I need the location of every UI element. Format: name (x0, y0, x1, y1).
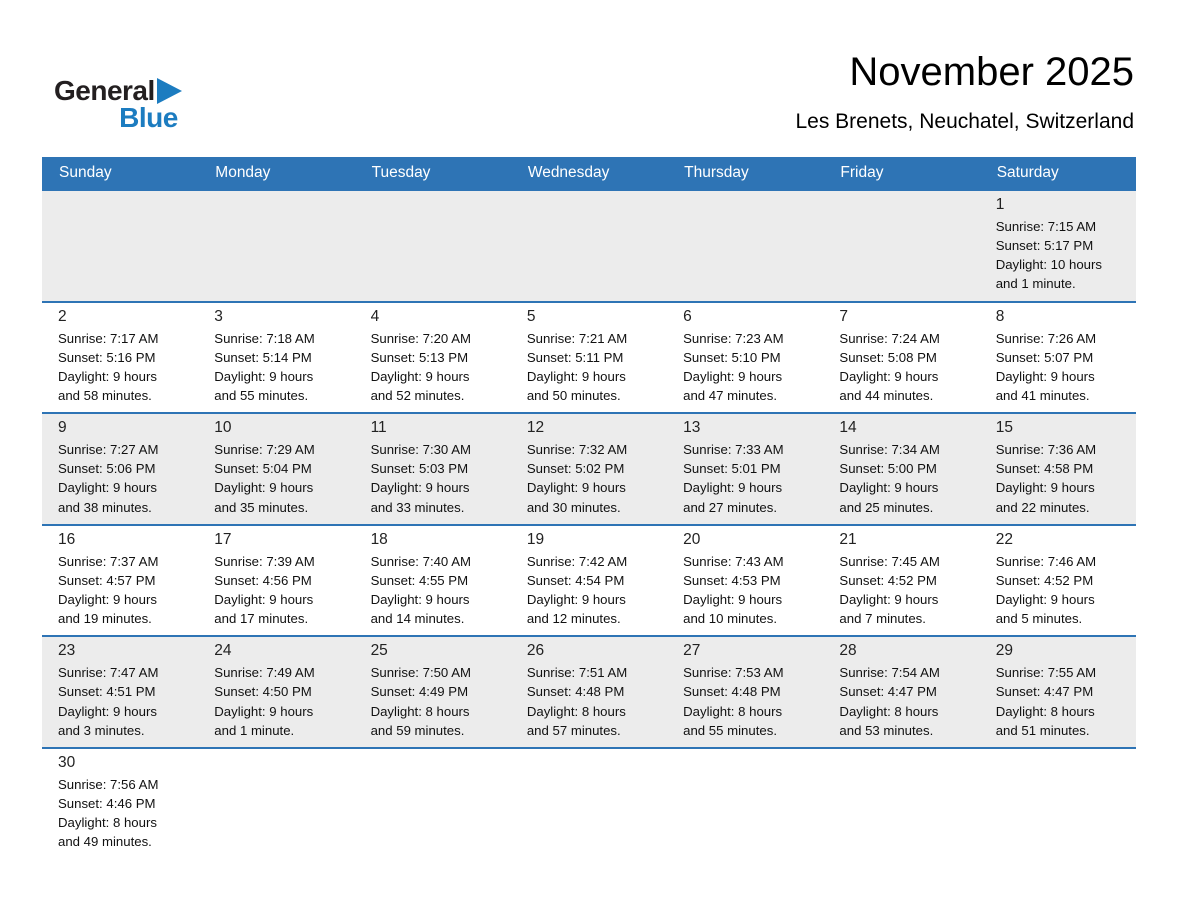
day-cell-13 (667, 414, 823, 524)
day-number: 27 (683, 642, 701, 660)
sun-info-line: Sunset: 5:08 PM (839, 349, 937, 365)
sun-info-line: Sunrise: 7:54 AM (839, 665, 940, 681)
day-cell-19 (511, 526, 667, 636)
sun-info-line: Sunset: 4:48 PM (526, 684, 625, 700)
sun-info-line: Sunset: 4:47 PM (839, 684, 937, 700)
sun-info-line: Sunrise: 7:42 AM (526, 553, 628, 569)
sun-info-line: and 19 minutes. (58, 611, 152, 627)
day-cell-25 (355, 637, 511, 747)
sun-info-line: and 41 minutes. (995, 387, 1090, 403)
sun-info-line: Sunset: 4:52 PM (839, 572, 937, 588)
week-row (42, 747, 1136, 859)
week-row (42, 412, 1136, 524)
sun-info-line: Sunrise: 7:45 AM (839, 553, 940, 569)
weekday-monday: Monday (215, 164, 271, 181)
empty-cell (823, 749, 979, 859)
sun-info-line: and 1 minute. (214, 722, 295, 738)
sun-info-line: and 12 minutes. (526, 611, 621, 627)
sun-info-line: Daylight: 9 hours (683, 480, 783, 496)
day-number: 16 (58, 530, 76, 548)
empty-cell (198, 749, 354, 859)
sun-info-line: Daylight: 8 hours (995, 703, 1095, 719)
day-number: 29 (995, 642, 1013, 660)
sun-info-line: and 52 minutes. (370, 387, 465, 403)
day-number: 1 (995, 196, 1005, 213)
sun-info-line: Sunset: 4:47 PM (995, 684, 1094, 700)
sun-info-line: Sunset: 5:07 PM (995, 349, 1094, 365)
sun-info-line: Sunrise: 7:17 AM (58, 330, 159, 346)
sun-info-line: Daylight: 9 hours (214, 368, 314, 384)
day-cell-17 (198, 526, 354, 636)
day-cell-2 (42, 303, 198, 413)
sun-info-line: Sunset: 5:17 PM (995, 238, 1094, 254)
day-cell-27 (667, 637, 823, 747)
calendar-table (42, 157, 1136, 858)
logo-triangle-icon (157, 78, 182, 104)
sun-info-line: Sunrise: 7:30 AM (370, 442, 471, 458)
day-number: 19 (526, 530, 545, 548)
day-cell-24 (198, 637, 354, 747)
sun-info-line: Sunrise: 7:37 AM (58, 553, 159, 569)
sun-info-line: Daylight: 9 hours (370, 368, 470, 384)
empty-cell (355, 191, 511, 301)
sun-info-line: Sunset: 4:54 PM (526, 572, 625, 588)
sun-info-line: Sunrise: 7:29 AM (214, 442, 315, 458)
sun-info-line: Sunset: 5:03 PM (370, 461, 469, 477)
sun-info-line: Daylight: 9 hours (58, 591, 157, 607)
day-cell-21 (823, 526, 979, 636)
sun-info-line: Daylight: 9 hours (214, 480, 314, 496)
sun-info-line: Daylight: 9 hours (683, 368, 783, 384)
sun-info-line: Daylight: 9 hours (839, 368, 939, 384)
sun-info-line: Sunrise: 7:56 AM (58, 776, 159, 792)
sun-info-line: Daylight: 10 hours (995, 257, 1102, 273)
sun-info-line: Daylight: 9 hours (370, 591, 470, 607)
week-row (42, 189, 1136, 301)
sun-info-line: Sunrise: 7:18 AM (214, 330, 315, 346)
day-cell-22 (980, 526, 1136, 636)
sun-info-line: Daylight: 8 hours (683, 703, 783, 719)
sun-info-line: Sunset: 4:50 PM (214, 684, 312, 700)
sun-info-line: Sunrise: 7:33 AM (683, 442, 784, 458)
day-cell-29 (980, 637, 1136, 747)
sun-info-line: Daylight: 8 hours (839, 703, 939, 719)
week-row (42, 301, 1136, 413)
sun-info-line: and 30 minutes. (526, 499, 621, 515)
sun-info-line: Daylight: 9 hours (214, 703, 314, 719)
sun-info-line: Sunset: 4:51 PM (58, 684, 156, 700)
sun-info-line: Sunrise: 7:21 AM (526, 330, 628, 346)
day-cell-3 (198, 303, 354, 413)
empty-cell (823, 191, 979, 301)
day-cell-26 (511, 637, 667, 747)
calendar-weeks (42, 189, 1136, 858)
sun-info-line: Sunset: 4:53 PM (683, 572, 781, 588)
sun-info-line: Sunset: 4:49 PM (370, 684, 469, 700)
sun-info-line: Sunset: 4:48 PM (683, 684, 781, 700)
day-number: 5 (526, 307, 536, 325)
day-cell-30 (42, 749, 198, 859)
sun-info-line: Sunset: 5:04 PM (214, 461, 312, 477)
sun-info-line: and 27 minutes. (683, 499, 777, 515)
day-cell-10 (198, 414, 354, 524)
sun-info-line: Daylight: 9 hours (839, 480, 939, 496)
sun-info-line: Daylight: 9 hours (526, 368, 626, 384)
day-cell-7 (823, 303, 979, 413)
sun-info-line: Sunrise: 7:26 AM (995, 330, 1097, 346)
sun-info-line: and 50 minutes. (526, 387, 621, 403)
sun-info-line: Sunset: 4:55 PM (370, 572, 469, 588)
weekday-thursday: Thursday (684, 164, 749, 181)
sun-info-line: Sunset: 4:46 PM (58, 795, 156, 811)
sun-info-line: Sunrise: 7:36 AM (995, 442, 1097, 458)
sun-info-line: Sunrise: 7:20 AM (370, 330, 471, 346)
sun-info-line: Sunrise: 7:55 AM (995, 665, 1097, 681)
empty-cell (667, 191, 823, 301)
sun-info-line: and 51 minutes. (995, 722, 1090, 738)
sun-info-line: Sunrise: 7:43 AM (683, 553, 784, 569)
sun-info-line: Sunrise: 7:23 AM (683, 330, 784, 346)
day-number: 14 (839, 419, 857, 437)
sun-info-line: Sunset: 5:01 PM (683, 461, 781, 477)
day-number: 6 (683, 307, 692, 325)
sun-info-line: Sunrise: 7:32 AM (526, 442, 628, 458)
day-number: 2 (58, 307, 67, 325)
sun-info-line: Sunset: 5:10 PM (683, 349, 781, 365)
sun-info-line: Daylight: 9 hours (58, 703, 157, 719)
sun-info-line: and 59 minutes. (370, 722, 465, 738)
day-cell-6 (667, 303, 823, 413)
day-cell-4 (355, 303, 511, 413)
day-number: 8 (995, 307, 1005, 325)
sun-info-line: Daylight: 9 hours (995, 591, 1095, 607)
location-subtitle: Les Brenets, Neuchatel, Switzerland (795, 110, 1134, 133)
day-cell-5 (511, 303, 667, 413)
day-number: 9 (58, 419, 67, 437)
sun-info-line: and 10 minutes. (683, 611, 777, 627)
sun-info-line: Sunset: 5:06 PM (58, 461, 156, 477)
day-cell-20 (667, 526, 823, 636)
sun-info-line: Daylight: 9 hours (526, 480, 626, 496)
week-row (42, 635, 1136, 747)
sun-info-line: and 1 minute. (995, 276, 1076, 292)
logo-text-general: General (54, 75, 155, 106)
weekday-tuesday: Tuesday (371, 164, 431, 181)
day-cell-8 (980, 303, 1136, 413)
day-number: 13 (683, 419, 701, 437)
day-number: 28 (839, 642, 857, 660)
sun-info-line: Sunrise: 7:39 AM (214, 553, 315, 569)
sun-info-line: and 17 minutes. (214, 611, 309, 627)
month-title: November 2025 (849, 50, 1134, 94)
weekday-friday: Friday (840, 164, 884, 181)
sun-info-line: and 5 minutes. (995, 611, 1083, 627)
sun-info-line: Daylight: 8 hours (58, 815, 157, 831)
day-number: 12 (526, 419, 545, 437)
weekday-saturday: Saturday (996, 164, 1059, 181)
sun-info-line: Sunrise: 7:15 AM (995, 219, 1097, 234)
sun-info-line: Sunrise: 7:40 AM (370, 553, 471, 569)
sun-info-line: Daylight: 8 hours (370, 703, 470, 719)
empty-cell (511, 191, 667, 301)
sun-info-line: Sunset: 4:56 PM (214, 572, 312, 588)
day-number: 25 (370, 642, 388, 660)
sun-info-line: Sunrise: 7:34 AM (839, 442, 940, 458)
sun-info-line: and 57 minutes. (526, 722, 621, 738)
sun-info-line: Daylight: 9 hours (839, 591, 939, 607)
sun-info-line: Daylight: 9 hours (58, 480, 157, 496)
sun-info-line: and 22 minutes. (995, 499, 1090, 515)
title-block (795, 50, 1134, 134)
sun-info-line: Sunrise: 7:53 AM (683, 665, 784, 681)
page-header (42, 0, 1136, 157)
day-cell-23 (42, 637, 198, 747)
week-row (42, 524, 1136, 636)
sun-info-line: Daylight: 9 hours (370, 480, 470, 496)
sun-info-line: Sunrise: 7:46 AM (995, 553, 1097, 569)
day-number: 30 (58, 753, 76, 771)
sun-info-line: Sunrise: 7:27 AM (58, 442, 159, 458)
day-cell-1 (980, 191, 1136, 301)
day-number: 3 (214, 307, 223, 325)
sun-info-line: and 14 minutes. (370, 611, 465, 627)
sun-info-line: and 47 minutes. (683, 387, 777, 403)
day-cell-14 (823, 414, 979, 524)
day-number: 11 (370, 419, 387, 437)
empty-cell (355, 749, 511, 859)
sun-info-line: and 55 minutes. (214, 387, 309, 403)
day-cell-9 (42, 414, 198, 524)
day-number: 20 (683, 530, 701, 548)
sun-info-line: Daylight: 9 hours (526, 591, 626, 607)
empty-cell (511, 749, 667, 859)
day-number: 23 (58, 642, 76, 660)
general-blue-logo (54, 76, 182, 132)
day-number: 17 (214, 530, 232, 548)
sun-info-line: and 55 minutes. (683, 722, 777, 738)
sun-info-line: Sunrise: 7:51 AM (526, 665, 628, 681)
day-number: 22 (995, 530, 1013, 548)
day-number: 7 (839, 307, 849, 325)
sun-info-line: Daylight: 9 hours (683, 591, 783, 607)
sun-info-line: Sunset: 5:00 PM (839, 461, 937, 477)
sun-info-line: Sunrise: 7:49 AM (214, 665, 315, 681)
day-cell-15 (980, 414, 1136, 524)
logo-text-blue: Blue (119, 102, 178, 133)
sun-info-line: and 3 minutes. (58, 722, 145, 738)
sun-info-line: Sunset: 5:02 PM (526, 461, 625, 477)
sun-info-line: and 7 minutes. (839, 611, 926, 627)
day-number: 24 (214, 642, 232, 660)
day-cell-16 (42, 526, 198, 636)
sun-info-line: Sunset: 4:52 PM (995, 572, 1094, 588)
sun-info-line: and 25 minutes. (839, 499, 934, 515)
day-number: 21 (839, 530, 857, 548)
sun-info-line: and 58 minutes. (58, 387, 152, 403)
sun-info-line: Sunset: 5:11 PM (526, 349, 624, 365)
sun-info-line: Daylight: 9 hours (214, 591, 314, 607)
day-number: 26 (526, 642, 545, 660)
sun-info-line: and 44 minutes. (839, 387, 934, 403)
day-cell-11 (355, 414, 511, 524)
day-number: 18 (370, 530, 388, 548)
sun-info-line: Sunset: 5:16 PM (58, 349, 156, 365)
sun-info-line: and 53 minutes. (839, 722, 934, 738)
sun-info-line: Sunrise: 7:47 AM (58, 665, 159, 681)
empty-cell (198, 191, 354, 301)
sun-info-line: Sunrise: 7:24 AM (839, 330, 940, 346)
sun-info-line: and 35 minutes. (214, 499, 309, 515)
day-number: 4 (370, 307, 380, 325)
sun-info-line: Sunset: 5:13 PM (370, 349, 469, 365)
sun-info-line: and 38 minutes. (58, 499, 152, 515)
day-cell-18 (355, 526, 511, 636)
weekday-wednesday: Wednesday (527, 164, 610, 181)
sun-info-line: Daylight: 9 hours (995, 480, 1095, 496)
day-number: 15 (995, 419, 1013, 437)
sun-info-line: Daylight: 9 hours (995, 368, 1095, 384)
sun-info-line: Daylight: 9 hours (58, 368, 157, 384)
sun-info-line: Sunrise: 7:50 AM (370, 665, 471, 681)
day-number: 10 (214, 419, 232, 437)
sun-info-line: Sunset: 4:58 PM (995, 461, 1094, 477)
day-cell-28 (823, 637, 979, 747)
day-cell-12 (511, 414, 667, 524)
sun-info-line: and 49 minutes. (58, 834, 152, 850)
sun-info-line: Daylight: 8 hours (526, 703, 626, 719)
sun-info-line: and 33 minutes. (370, 499, 465, 515)
empty-cell (980, 749, 1136, 859)
empty-cell (42, 191, 198, 301)
empty-cell (667, 749, 823, 859)
weekday-header-row (42, 157, 1136, 189)
sun-info-line: Sunset: 5:14 PM (214, 349, 312, 365)
sun-info-line: Sunset: 4:57 PM (58, 572, 156, 588)
weekday-sunday: Sunday (59, 164, 112, 181)
